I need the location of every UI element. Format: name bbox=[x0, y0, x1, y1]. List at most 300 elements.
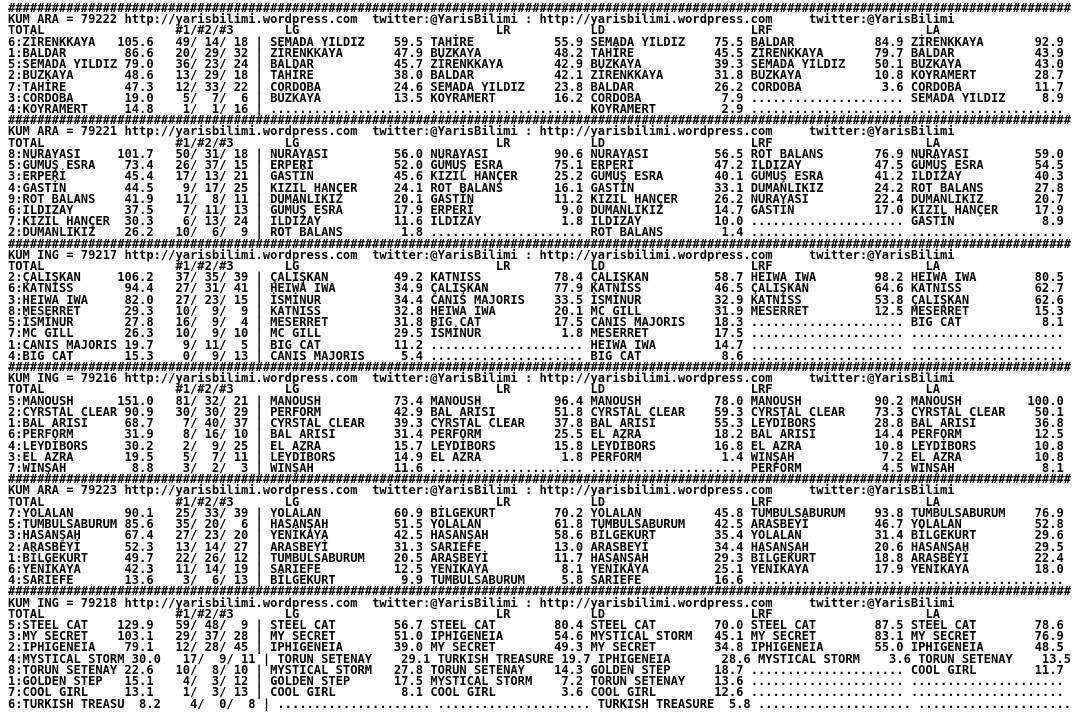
pipe-separator: | bbox=[248, 180, 271, 195]
lrf-empty-dots: ..................... bbox=[750, 315, 904, 330]
column-header-lrf: LRF bbox=[750, 382, 773, 397]
ld-value-cell: 13.6 bbox=[707, 674, 744, 689]
lg-value-cell: 20.5 bbox=[386, 550, 424, 565]
rank-name-cell: 7:COOL GIRL bbox=[8, 685, 118, 700]
pipe-separator: | bbox=[248, 202, 271, 217]
lr-empty-dots: ..................... bbox=[437, 696, 591, 711]
pipe-separator: | bbox=[248, 337, 271, 352]
lg-name-cell: BUZKAYA bbox=[270, 90, 387, 105]
site-url-text-2: http://yarisbilimi.wordpress.com bbox=[539, 247, 773, 262]
pipe-separator: | bbox=[248, 303, 271, 318]
total-value-cell: 8.8 bbox=[117, 460, 154, 475]
la-value-cell: 8.1 bbox=[1027, 460, 1064, 475]
ld-empty-dots: ..................... bbox=[590, 460, 744, 475]
lr-name-cell: TORUN SETENAY bbox=[430, 662, 547, 677]
la-name-cell: TUMBULSABURUM bbox=[910, 505, 1028, 520]
pipe-separator: | bbox=[248, 393, 271, 408]
lr-empty-dots: ..................... bbox=[430, 337, 584, 352]
ld-name-cell: LEYDİBORS bbox=[590, 438, 707, 453]
rank-name-cell: 1:CANIS MAJORIS bbox=[8, 337, 118, 352]
column-header-lg: LG bbox=[284, 382, 300, 397]
lr-value-cell: 49.3 bbox=[546, 640, 584, 655]
lg-empty-dots: ..................... bbox=[270, 101, 424, 116]
la-value-cell: 17.9 bbox=[1027, 202, 1064, 217]
pipe-separator: | bbox=[248, 57, 271, 72]
lrf-value-cell: 12.5 bbox=[867, 303, 904, 318]
lrf-value-cell: 41.2 bbox=[867, 169, 904, 184]
column-header-total: TOTAL bbox=[8, 606, 45, 621]
counts-cell: 20/ 29/ 32 bbox=[168, 45, 249, 60]
lg-name-cell: IPHIGENEIA bbox=[270, 640, 387, 655]
la-name-cell: MANOUSH bbox=[910, 393, 1028, 408]
rank-name-cell: 7:WINŞAH bbox=[8, 460, 118, 475]
lg-name-cell: ÇALIŞKAN bbox=[270, 270, 387, 285]
la-empty-dots: ..................... bbox=[910, 573, 1064, 588]
la-name-cell: DUMANLIKIZ bbox=[910, 191, 1028, 206]
rank-name-cell: 5:STEEL CAT bbox=[8, 618, 118, 633]
column-header-ld: LD bbox=[590, 259, 606, 274]
la-empty-dots: ..................... bbox=[910, 674, 1064, 689]
pipe-separator: | bbox=[255, 651, 278, 666]
total-value-cell: 26.3 bbox=[117, 326, 154, 341]
ld-value-cell: 14.7 bbox=[707, 202, 744, 217]
lg-value-cell: 17.5 bbox=[386, 674, 424, 689]
site-url-text-2: http://yarisbilimi.wordpress.com bbox=[539, 371, 773, 386]
lr-name-cell: YOLALAN bbox=[430, 517, 547, 532]
ld-value-cell: 12.6 bbox=[707, 685, 744, 700]
counts-cell: 22/ 26/ 12 bbox=[168, 550, 249, 565]
total-value-cell: 19.0 bbox=[117, 90, 154, 105]
pipe-separator: | bbox=[248, 662, 271, 677]
lr-value-cell: 55.9 bbox=[546, 34, 584, 49]
total-value-cell: 79.0 bbox=[117, 57, 154, 72]
block-id-label: KUM ING = 79218 bbox=[8, 595, 125, 610]
lg-value-cell: 15.7 bbox=[386, 438, 424, 453]
rank-name-cell: 1:BAL ARISI bbox=[8, 416, 118, 431]
pipe-separator: | bbox=[248, 225, 271, 240]
lg-value-cell: 38.0 bbox=[386, 68, 424, 83]
ld-value-cell: 10.0 bbox=[707, 214, 744, 229]
lr-value-cell: 13.0 bbox=[546, 539, 584, 554]
pipe-separator: | bbox=[255, 696, 278, 711]
lr-value-cell: 17.5 bbox=[546, 315, 584, 330]
lg-value-cell: 24.6 bbox=[386, 79, 424, 94]
twitter-handle-text-2: twitter:@YarisBilimi bbox=[808, 595, 955, 610]
lr-value-cell: 25.5 bbox=[546, 427, 584, 442]
rank-name-cell: 5:GÜMÜŞ ESRA bbox=[8, 158, 118, 173]
counts-cell: 25/ 33/ 39 bbox=[168, 505, 249, 520]
hash-separator: ################################################################################################################################################## bbox=[8, 360, 1072, 374]
lrf-name-cell: GASTİN bbox=[750, 202, 868, 217]
lrf-name-cell: PERFORM bbox=[750, 460, 868, 475]
lg-name-cell: KIZIL HANÇER bbox=[270, 180, 387, 195]
twitter-handle-text-2: twitter:@YarisBilimi bbox=[808, 124, 955, 139]
la-value-cell: 48.5 bbox=[1027, 640, 1064, 655]
rank-name-cell: 5:İSMİNUR bbox=[8, 315, 118, 330]
site-url-text: http://yarisbilimi.wordpress.com bbox=[124, 12, 358, 27]
counts-cell: 30/ 30/ 29 bbox=[168, 404, 249, 419]
total-value-cell: 41.9 bbox=[117, 191, 154, 206]
lg-name-cell: EL AZRA bbox=[270, 438, 387, 453]
ld-name-cell: BALDAR bbox=[590, 79, 707, 94]
lrf-value-cell: 83.1 bbox=[867, 629, 904, 644]
lg-name-cell: LEYDİBORS bbox=[270, 449, 387, 464]
lg-name-cell: CANIS MAJORIS bbox=[270, 348, 387, 363]
rank-name-cell: 3:HASANŞAH bbox=[8, 528, 118, 543]
lr-value-cell: 16.1 bbox=[546, 180, 584, 195]
ld-value-cell: 26.2 bbox=[707, 79, 744, 94]
lg-name-cell: MYSTICAL STORM bbox=[270, 662, 387, 677]
total-value-cell: 29.3 bbox=[117, 303, 154, 318]
la-value-cell: 11.7 bbox=[1027, 79, 1064, 94]
lrf-value-cell: 18.8 bbox=[867, 550, 904, 565]
lrf-value-cell: 50.1 bbox=[867, 57, 904, 72]
lr-value-cell: 14.3 bbox=[546, 662, 584, 677]
lr-value-cell: 33.5 bbox=[546, 292, 584, 307]
lg-name-cell: MESERRET bbox=[270, 315, 387, 330]
ld-name-cell: HASANŞAH bbox=[590, 550, 707, 565]
la-value-cell: 20.7 bbox=[1027, 191, 1064, 206]
lg-value-cell: 45.7 bbox=[386, 57, 424, 72]
lg-name-cell: GASTİN bbox=[270, 169, 387, 184]
rank-name-cell: 6:PERFORM bbox=[8, 427, 118, 442]
la-name-cell: TORUN SETENAY bbox=[918, 651, 1035, 666]
lg-name-cell: TUMBULSABURUM bbox=[270, 550, 387, 565]
lrf-value-cell: 47.5 bbox=[867, 158, 904, 173]
la-name-cell: KOYRAMERT bbox=[910, 68, 1028, 83]
lrf-name-cell: MY SECRET bbox=[750, 629, 868, 644]
column-header-lr: LR bbox=[495, 606, 511, 621]
lr-value-cell: 1.8 bbox=[546, 326, 584, 341]
la-name-cell: BUZKAYA bbox=[910, 57, 1028, 72]
lrf-value-cell: 98.2 bbox=[867, 270, 904, 285]
lr-name-cell: MANOUSH bbox=[430, 393, 547, 408]
lr-name-cell: CANIS MAJORIS bbox=[430, 292, 547, 307]
lrf-value-cell: 3.6 bbox=[874, 651, 911, 666]
la-name-cell: IPHIGENEIA bbox=[910, 640, 1028, 655]
lr-value-cell: 1.8 bbox=[546, 214, 584, 229]
lg-value-cell: 31.4 bbox=[386, 427, 424, 442]
ld-name-cell: SARIEFE bbox=[590, 573, 707, 588]
counts-cell: 1/ 1/ 16 bbox=[168, 101, 249, 116]
la-name-cell: MESERRET bbox=[910, 303, 1028, 318]
la-value-cell: 8.9 bbox=[1027, 90, 1064, 105]
lg-value-cell: 29.1 bbox=[393, 651, 431, 666]
lg-value-cell: 60.9 bbox=[386, 505, 424, 520]
pipe-separator: | bbox=[248, 90, 271, 105]
la-empty-dots: ..................... bbox=[918, 696, 1072, 711]
lr-name-cell: TAHİRE bbox=[430, 34, 547, 49]
la-value-cell: 11.7 bbox=[1027, 662, 1064, 677]
lrf-name-cell: CYRSTAL CLEAR bbox=[750, 404, 868, 419]
lg-value-cell: 11.6 bbox=[386, 214, 424, 229]
twitter-handle-text: twitter:@YarisBilimi bbox=[372, 483, 518, 498]
lr-name-cell: NURAYASI bbox=[430, 146, 547, 161]
counts-cell: 50/ 31/ 18 bbox=[168, 146, 249, 161]
la-empty-dots: ..................... bbox=[910, 101, 1064, 116]
rank-name-cell: 6:YENİKAYA bbox=[8, 561, 118, 576]
column-header-total: TOTAL bbox=[8, 23, 45, 38]
counts-cell: 26/ 37/ 15 bbox=[168, 158, 249, 173]
lr-value-cell: 23.8 bbox=[546, 79, 584, 94]
rank-name-cell: 4:SARIEFE bbox=[8, 573, 118, 588]
pipe-separator: | bbox=[248, 45, 271, 60]
lrf-value-cell: 10.8 bbox=[867, 438, 904, 453]
lr-name-cell: ERPERİ bbox=[430, 202, 547, 217]
rank-name-cell: 2:CYRSTAL CLEAR bbox=[8, 404, 118, 419]
lr-name-cell: TUMBULSABURUM bbox=[430, 573, 547, 588]
la-name-cell: PERFORM bbox=[910, 427, 1028, 442]
column-header-lg: LG bbox=[284, 494, 300, 509]
lg-name-cell: MY SECRET bbox=[270, 629, 387, 644]
la-value-cell: 28.7 bbox=[1027, 68, 1064, 83]
colon-separator: : bbox=[517, 247, 540, 262]
block-id-label: KUM ARA = 79222 bbox=[8, 12, 125, 27]
counts-cell: 35/ 20/ 6 bbox=[168, 517, 249, 532]
lrf-empty-dots: ..................... bbox=[750, 225, 904, 240]
ld-name-cell: SEMADA YILDIZ bbox=[590, 34, 707, 49]
column-header-lr: LR bbox=[495, 382, 511, 397]
ld-value-cell: 5.8 bbox=[714, 696, 751, 711]
column-header-lr: LR bbox=[495, 494, 511, 509]
lg-value-cell: 56.7 bbox=[386, 618, 424, 633]
counts-cell: 29/ 37/ 28 bbox=[168, 629, 249, 644]
la-value-cell: 29.5 bbox=[1027, 539, 1064, 554]
hash-separator: ################################################################################################################################################## bbox=[8, 472, 1072, 487]
ld-value-cell: 32.9 bbox=[707, 292, 744, 307]
la-name-cell: GASTİN bbox=[910, 214, 1028, 229]
lg-value-cell: 34.4 bbox=[386, 292, 424, 307]
ld-value-cell: 18.2 bbox=[707, 427, 744, 442]
colon-separator: : bbox=[517, 124, 540, 139]
column-header-la: LA bbox=[925, 606, 940, 621]
colon-separator: : bbox=[517, 371, 540, 386]
total-value-cell: 48.6 bbox=[117, 68, 154, 83]
column-header-lrf: LRF bbox=[750, 494, 773, 509]
ld-value-cell: 55.3 bbox=[707, 416, 744, 431]
la-value-cell: 8.1 bbox=[1027, 315, 1064, 330]
ld-name-cell: EL AZRA bbox=[590, 427, 707, 442]
pipe-separator: | bbox=[248, 573, 271, 588]
lr-value-cell: 5.8 bbox=[546, 573, 584, 588]
data-row-line bbox=[8, 696, 1077, 711]
total-value-cell: 22.6 bbox=[117, 662, 154, 677]
pipe-separator: | bbox=[248, 629, 271, 644]
lrf-name-cell: HASANŞAH bbox=[750, 539, 868, 554]
lr-name-cell: CYRSTAL CLEAR bbox=[430, 416, 547, 431]
column-header-total: TOTAL bbox=[8, 382, 45, 397]
ld-value-cell: 39.3 bbox=[707, 57, 744, 72]
ld-name-cell: ARASBEYİ bbox=[590, 539, 707, 554]
total-value-cell: 47.3 bbox=[117, 79, 154, 94]
lr-name-cell: BIG CAT bbox=[430, 315, 547, 330]
lr-empty-dots: ..................... bbox=[430, 225, 584, 240]
lrf-empty-dots: ..................... bbox=[750, 90, 904, 105]
block-id-label: KUM ARA = 79221 bbox=[8, 124, 125, 139]
lr-name-cell: TURKISH TREASURE bbox=[437, 651, 555, 666]
rank-name-cell: 2:ARASBEYİ bbox=[8, 539, 118, 554]
lrf-empty-dots: ..................... bbox=[750, 337, 904, 352]
total-value-cell: 79.1 bbox=[117, 640, 154, 655]
lg-name-cell: STEEL CAT bbox=[270, 618, 387, 633]
lrf-name-cell: BALDAR bbox=[750, 34, 868, 49]
lr-empty-dots: ..................... bbox=[430, 348, 584, 363]
ld-value-cell: 40.1 bbox=[707, 169, 744, 184]
la-value-cell: 80.5 bbox=[1027, 270, 1064, 285]
lg-name-cell: ROT BALANS bbox=[270, 225, 387, 240]
lr-name-cell: MY SECRET bbox=[430, 640, 547, 655]
lg-value-cell: 5.4 bbox=[386, 348, 424, 363]
lg-name-cell: CYRSTAL CLEAR bbox=[270, 416, 387, 431]
ld-name-cell: CORDOBA bbox=[590, 90, 707, 105]
la-value-cell: 78.6 bbox=[1027, 618, 1064, 633]
la-name-cell: HASANŞAH bbox=[910, 539, 1028, 554]
rank-name-cell: 4:KOYRAMERT bbox=[8, 101, 118, 116]
ld-name-cell: PERFORM bbox=[590, 449, 707, 464]
ld-value-cell: 75.5 bbox=[707, 34, 744, 49]
lr-value-cell: 1.8 bbox=[546, 449, 584, 464]
pipe-separator: | bbox=[248, 505, 271, 520]
lr-value-cell: 54.6 bbox=[546, 629, 584, 644]
la-value-cell: 22.4 bbox=[1027, 550, 1064, 565]
lr-name-cell: GÜMÜŞ ESRA bbox=[430, 158, 547, 173]
lrf-empty-dots: ..................... bbox=[750, 326, 904, 341]
gap bbox=[161, 697, 176, 711]
column-header-lr: LR bbox=[495, 259, 511, 274]
ld-name-cell: TAHİRE bbox=[590, 45, 707, 60]
la-name-cell: ZİRENKKAYA bbox=[910, 34, 1028, 49]
counts-cell: 12/ 28/ 45 bbox=[168, 640, 249, 655]
column-header-lrf: LRF bbox=[750, 23, 773, 38]
lg-value-cell: 9.9 bbox=[386, 573, 424, 588]
lg-value-cell: 24.1 bbox=[386, 180, 424, 195]
rank-name-cell: 3:EL AZRA bbox=[8, 449, 118, 464]
lrf-value-cell: 79.7 bbox=[867, 45, 904, 60]
lrf-empty-dots: ..................... bbox=[750, 214, 904, 229]
counts-cell: 5/ 7/ 11 bbox=[168, 449, 249, 464]
site-url-text-2: http://yarisbilimi.wordpress.com bbox=[539, 124, 773, 139]
pipe-separator: | bbox=[248, 34, 271, 49]
counts-cell: 2/ 9/ 25 bbox=[168, 438, 249, 453]
lg-value-cell: 12.5 bbox=[386, 561, 424, 576]
colon-separator: : bbox=[517, 595, 540, 610]
la-name-cell: CORDOBA bbox=[910, 79, 1028, 94]
lrf-name-cell: BİLGEKURT bbox=[750, 550, 868, 565]
pipe-separator: | bbox=[248, 539, 271, 554]
lrf-value-cell: 90.2 bbox=[867, 393, 904, 408]
lr-empty-dots: ..................... bbox=[430, 101, 584, 116]
rank-name-cell: 2:ÇALIŞKAN bbox=[8, 270, 118, 285]
lg-value-cell: 42.9 bbox=[386, 404, 424, 419]
counts-cell: 0/ 9/ 13 bbox=[168, 348, 249, 363]
ld-value-cell: 56.5 bbox=[707, 146, 744, 161]
colon-separator: : bbox=[517, 483, 540, 498]
ld-name-cell: MC GILL bbox=[590, 303, 707, 318]
total-value-cell: 49.7 bbox=[117, 550, 154, 565]
total-value-cell: 86.6 bbox=[117, 45, 154, 60]
lg-value-cell: 1.8 bbox=[386, 225, 424, 240]
lg-name-cell: YENİKAYA bbox=[270, 528, 387, 543]
lr-value-cell: 48.2 bbox=[546, 45, 584, 60]
total-value-cell: 67.4 bbox=[117, 528, 154, 543]
ld-name-cell: GASTİN bbox=[590, 180, 707, 195]
column-header-counts: #1/#2/#3 bbox=[175, 382, 234, 397]
twitter-handle-text-2: twitter:@YarisBilimi bbox=[808, 483, 955, 498]
ld-value-cell: 16.6 bbox=[707, 573, 744, 588]
total-value-cell: 73.4 bbox=[117, 158, 154, 173]
lrf-value-cell: 53.8 bbox=[867, 292, 904, 307]
site-url-text: http://yarisbilimi.wordpress.com bbox=[124, 247, 358, 262]
lr-name-cell: ROT BALANS bbox=[430, 180, 547, 195]
ld-value-cell: 33.1 bbox=[707, 180, 744, 195]
lr-value-cell: 25.2 bbox=[546, 169, 584, 184]
ld-name-cell: MANOUSH bbox=[590, 393, 707, 408]
column-header-counts: #1/#2/#3 bbox=[175, 606, 234, 621]
lg-value-cell: 34.9 bbox=[386, 281, 424, 296]
lrf-value-cell: 17.0 bbox=[867, 202, 904, 217]
counts-cell: 17/ 13/ 21 bbox=[168, 169, 249, 184]
total-value-cell: 103.1 bbox=[117, 629, 154, 644]
lg-name-cell: BIG CAT bbox=[270, 337, 387, 352]
block-id-label: KUM ARA = 79223 bbox=[8, 483, 125, 498]
ld-value-cell: 35.4 bbox=[707, 528, 744, 543]
pipe-separator: | bbox=[248, 191, 271, 206]
hash-separator: ################################################################################################################################################## bbox=[8, 584, 1072, 599]
lr-name-cell: KIZIL HANÇER bbox=[430, 169, 547, 184]
lg-value-cell: 39.3 bbox=[386, 416, 424, 431]
la-empty-dots: ..................... bbox=[910, 348, 1064, 363]
la-value-cell: 50.1 bbox=[1027, 404, 1064, 419]
lrf-value-cell: 22.4 bbox=[867, 191, 904, 206]
pipe-separator: | bbox=[248, 146, 271, 161]
pipe-separator: | bbox=[248, 101, 271, 116]
la-name-cell: YENİKAYA bbox=[910, 561, 1028, 576]
ld-name-cell: GOLDEN STEP bbox=[590, 662, 707, 677]
total-value-cell: 13.1 bbox=[117, 685, 154, 700]
lrf-value-cell: 76.9 bbox=[867, 146, 904, 161]
lrf-name-cell: SEMADA YILDIZ bbox=[750, 57, 868, 72]
column-header-la: LA bbox=[925, 135, 940, 150]
lrf-value-cell: 7.2 bbox=[867, 449, 904, 464]
counts-cell: 36/ 23/ 24 bbox=[168, 57, 249, 72]
twitter-handle-text: twitter:@YarisBilimi bbox=[372, 371, 518, 386]
ld-value-cell: 45.1 bbox=[707, 629, 744, 644]
ld-name-cell: MYSTICAL STORM bbox=[590, 629, 707, 644]
rank-name-cell: 6:ZİRENKKAYA bbox=[8, 34, 118, 49]
twitter-handle-text-2: twitter:@YarisBilimi bbox=[808, 371, 955, 386]
lr-value-cell: 61.8 bbox=[546, 517, 584, 532]
lrf-name-cell: YENİKAYA bbox=[750, 561, 868, 576]
lg-name-cell: ARASBEYİ bbox=[270, 539, 387, 554]
ld-name-cell: ZİRENKKAYA bbox=[590, 68, 707, 83]
ld-value-cell: 8.6 bbox=[707, 348, 744, 363]
counts-cell: 10/ 9/ 10 bbox=[168, 326, 249, 341]
total-value-cell: 14.8 bbox=[117, 101, 154, 116]
column-header-lg: LG bbox=[284, 259, 300, 274]
lg-name-cell: BİLGEKURT bbox=[270, 573, 387, 588]
column-header-ld: LD bbox=[590, 23, 606, 38]
lr-name-cell: SEMADA YILDIZ bbox=[430, 79, 547, 94]
ld-name-cell: KATNISS bbox=[590, 281, 707, 296]
rank-name-cell: 3:HEIWA IWA bbox=[8, 292, 118, 307]
pipe-separator: | bbox=[248, 528, 271, 543]
counts-cell: 37/ 35/ 39 bbox=[168, 270, 249, 285]
la-name-cell: BALDAR bbox=[910, 45, 1028, 60]
ld-value-cell: 18.3 bbox=[707, 315, 744, 330]
lr-value-cell: 42.9 bbox=[546, 57, 584, 72]
pipe-separator: | bbox=[248, 169, 271, 184]
counts-cell: 13/ 29/ 18 bbox=[168, 68, 249, 83]
